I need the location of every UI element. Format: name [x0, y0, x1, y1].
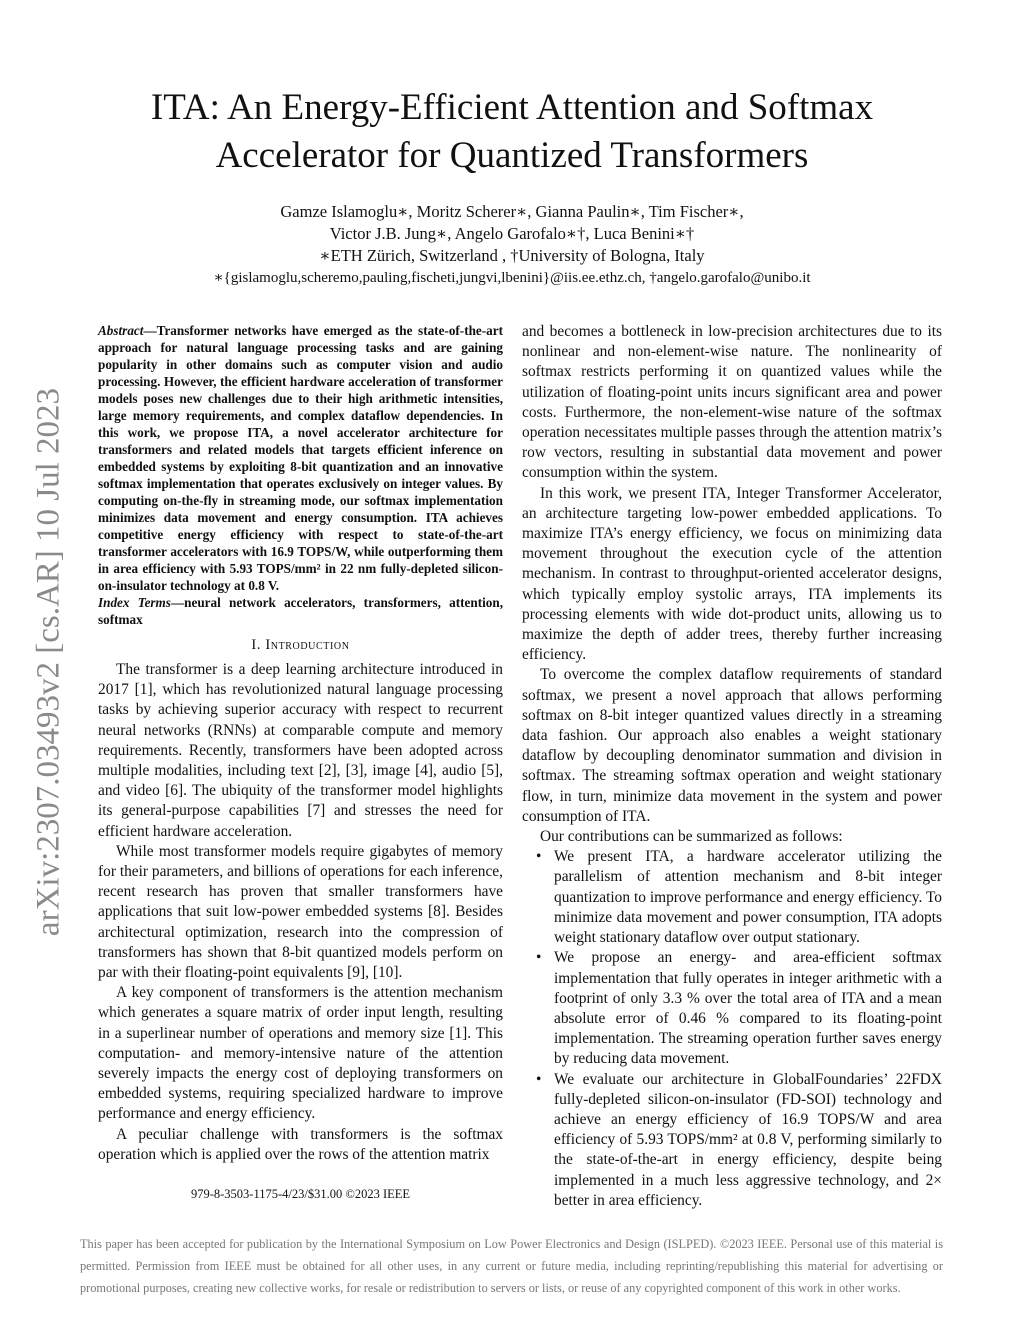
list-item	[522, 948, 942, 1069]
intro-body-left	[98, 660, 503, 1165]
paragraph: The transformer is a deep learning architecture introduced in 2017 [1], which has revolutionized natural language processing tasks by achieving superior accuracy with respect to recurrent neural networks (RNNs) at comparable compute and memory requirements. Recently, transformers have been adopted across multiple modalities, including text [2], [3], image [4], audio [5], and video [6]. The ubiquity of the transformer model highlights its general-purpose capabilities [7] and stresses the need for efficient hardware acceleration.	[98, 661, 503, 840]
left-column	[98, 322, 503, 1165]
title-line-2: Accelerator for Quantized Transformers	[215, 135, 809, 176]
title-line-1: ITA: An Energy-Efficient Attention and Softmax	[150, 87, 874, 128]
author-emails: ∗{gislamoglu,scheremo,pauling,fischeti,jungvi,lbenini}@iis.ee.ethz.ch, †angelo.garofalo@unibo.it	[213, 270, 811, 286]
authors-line-1: Gamze Islamoglu∗, Moritz Scherer∗, Gianna Paulin∗, Tim Fischer∗,	[280, 202, 744, 221]
paragraph: Our contributions can be summarized as follows:	[540, 828, 843, 846]
arxiv-stamp	[14, 362, 84, 962]
isbn-line: 979-8-3503-1175-4/23/$31.00 ©2023 IEEE	[190, 1187, 411, 1201]
section-number: I.	[251, 637, 266, 653]
index-terms-text: —neural network accelerators, transformers, attention, softmax	[98, 595, 504, 627]
section-heading-introduction	[98, 637, 503, 654]
paper-title	[0, 84, 1024, 180]
list-item	[522, 1070, 942, 1211]
section-title: Introduction	[265, 637, 350, 653]
abstract-text: —Transformer networks have emerged as the state-of-the-art approach for natural language processing tasks and are gaining popularity in other domains such as computer vision and audio processing. However, the efficient hardware acceleration of transformer models poses new challenges due to their high arithmetic intensities, large memory requirements, and complex dataflow dependencies. In this work, we propose ITA, a novel accelerator architecture for transformers and related models that targets efficient inference on embedded systems by exploiting 8-bit quantization and an innovative softmax implementation that operates exclusively on integer values. By computing on-the-fly in streaming mode, our softmax implementation minimizes data movement and energy consumption. ITA achieves competitive energy efficiency with respect to state-of-the-art transformer accelerators with 16.9 TOPS/W, while outperforming them in area efficiency with 5.93 TOPS/mm² in 22 nm fully-depleted silicon-on-insulator technology at 0.8 V.	[98, 323, 503, 593]
bullet-icon: •	[536, 949, 542, 967]
list-item-text: We propose an energy- and area-efficient softmax implementation that fully operates in integer arithmetic with a footprint of only 3.3 % over the total area of ITA and a mean absolute error of 0.46 % compared to its floating-point implementation. The streaming operation further saves energy by reducing data movement.	[554, 949, 942, 1068]
right-column	[522, 322, 942, 1211]
contributions-list	[522, 847, 942, 1211]
index-terms	[98, 594, 503, 628]
list-item-text: We evaluate our architecture in GlobalFoundaries’ 22FDX fully-depleted silicon-on-insulator (FD-SOI) technology and achieve an energy efficiency of 16.9 TOPS/W and area efficiency of 5.93 TOPS/mm² at 0.8 V, performing similarly to the state-of-the-art in energy efficiency, despite being implemented in a much less aggressive technology, and 2× better in area efficiency.	[554, 1070, 942, 1209]
intro-body-right	[522, 322, 942, 847]
bullet-icon: •	[536, 1070, 542, 1088]
paragraph: To overcome the complex dataflow requirements of standard softmax, we present a novel approach that allows performing softmax on 8-bit integer quantized values directly in a streaming data fashion. Our approach also enables a weight stationary dataflow by decoupling denominator summation and division in softmax. The streaming softmax operation and weight stationary flow, in turn, minimize data movement in the system and power consumption of ITA.	[522, 666, 942, 825]
abstract-label: Abstract	[98, 323, 144, 338]
authors-line-2: Victor J.B. Jung∗, Angelo Garofalo∗†, Luca Benini∗†	[329, 224, 695, 243]
index-terms-label: Index Terms	[98, 595, 171, 610]
list-item	[522, 847, 942, 948]
affiliations: ∗ETH Zürich, Switzerland , †University of Bologna, Italy	[319, 246, 705, 265]
paragraph: In this work, we present ITA, Integer Transformer Accelerator, an architecture targeting low-power embedded applications. To maximize ITA’s energy efficiency, we focus on minimizing data movement throughout the execution cycle of the attention mechanism. In contrast to throughput-oriented accelerator designs, which typically employ systolic arrays, ITA implements its processing elements with wide dot-product units, allowing us to maximize the depth of adder trees, thereby further increasing efficiency.	[522, 484, 942, 664]
copyright-footer: This paper has been accepted for publication by the International Symposium on Low Power Electronics and Design (ISLPED). ©2023 IEEE. Personal use of this material is permitted. Permission from IEEE must be obtained for all other uses, in any current or future media, including reprinting/republishing this material for advertising or promotional purposes, creating new collective works, for resale or redistribution to servers or lists, or reuse of any copyrighted component of this work in other works.	[80, 1237, 943, 1295]
list-item-text: We present ITA, a hardware accelerator utilizing the parallelism of attention mechanism and 8-bit integer quantization to improve performance and energy efficiency. To minimize data movement and power consumption, ITA adopts weight stationary dataflow over output stationary.	[554, 848, 942, 947]
arxiv-id: arXiv:2307.03493v2 [cs.AR] 10 Jul 2023	[30, 387, 67, 937]
author-block	[0, 201, 1024, 289]
paragraph: A key component of transformers is the attention mechanism which generates a square matrix of order input length, resulting in a superlinear number of operations and memory size [1]. This computation- and memory-intensive nature of the attention severely impacts the energy cost of deploying transformers on embedded systems, requiring specialized hardware to improve performance and energy efficiency.	[98, 984, 503, 1123]
abstract	[98, 322, 503, 594]
paragraph: and becomes a bottleneck in low-precision architectures due to its nonlinear and non-element-wise nature. The nonlinearity of softmax restricts performing it on quantized values while the utilization of floating-point units incurs significant area and power costs. Furthermore, the non-element-wise nature of the softmax operation necessitates multiple passes through the attention matrix’s row vectors, resulting in substantial data movement and power consumption within the system.	[522, 323, 942, 482]
paragraph: A peculiar challenge with transformers is the softmax operation which is applied over the rows of the attention matrix	[98, 1125, 503, 1163]
paragraph: While most transformer models require gigabytes of memory for their parameters, and billions of operations for each inference, recent research has proven that smaller transformers have applications that suit low-power embedded systems [8]. Besides architectural optimization, research into the compression of transformers has shown that 8-bit quantized models perform on par with their floating-point equivalents [9], [10].	[98, 842, 503, 982]
bullet-icon: •	[536, 848, 542, 866]
